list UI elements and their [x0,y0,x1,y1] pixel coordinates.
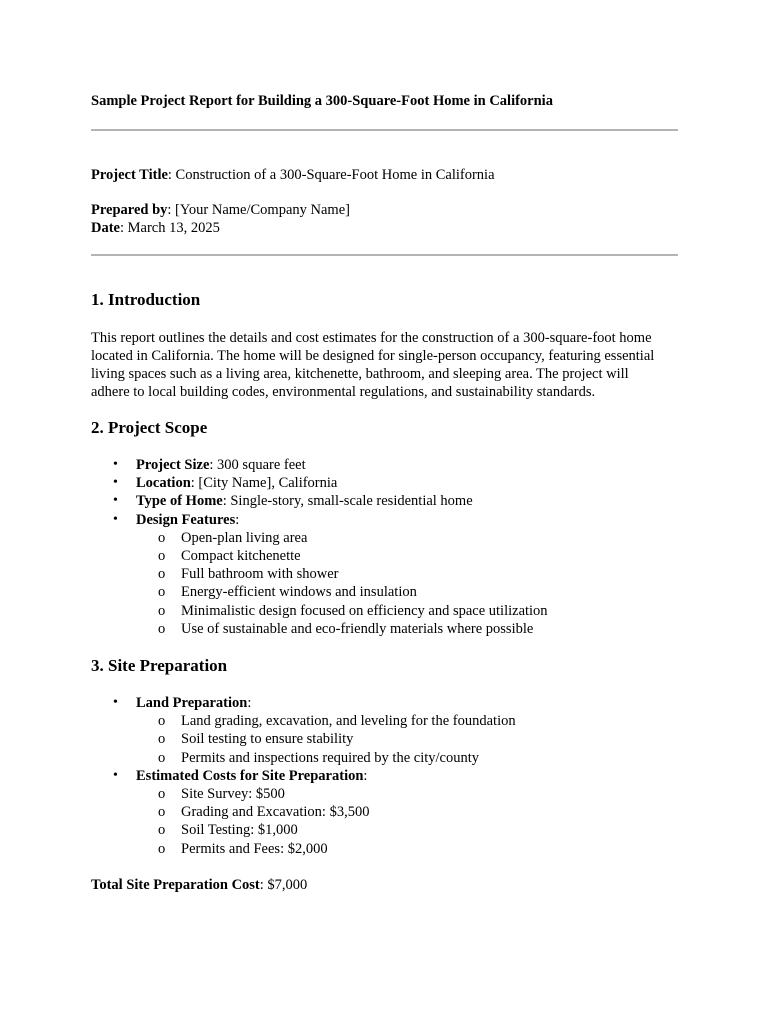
item-value: : [247,695,252,711]
circle-bullet-icon: o [158,749,166,766]
list-item [136,602,548,620]
item-text: Open-plan living area [181,529,308,546]
item-value: : [City Name], California [190,475,338,492]
list-item [136,803,516,821]
list-item [136,712,516,730]
project-title-value: : Construction of a 300-Square-Foot Home in California [167,167,495,183]
list-item [91,511,548,638]
item-text: Land grading, excavation, and leveling for the foundation [181,713,516,730]
horizontal-rule [91,129,678,131]
item-label: Location [136,475,191,492]
item-text: Grading and Excavation: $3,500 [181,804,370,821]
bullet-icon: • [113,695,118,710]
paragraph-line: This report outlines the details and cost estimates for the construction of a 300-square-foot home [91,330,652,346]
list-item [136,730,516,748]
circle-bullet-icon: o [158,584,166,601]
circle-bullet-icon: o [158,548,166,565]
item-value: : [363,767,368,784]
item-text: Permits and inspections required by the city/county [181,749,479,766]
circle-bullet-icon: o [158,840,166,857]
list-item [136,620,548,638]
list-item [136,547,548,565]
total-value: : $7,000 [259,877,308,893]
bullet-icon: • [113,457,118,472]
section-heading-introduction: 1. Introduction [91,290,201,309]
circle-bullet-icon: o [158,804,166,821]
list-item [91,456,548,474]
section-heading-project-scope: 2. Project Scope [91,418,208,437]
date-line [91,219,220,237]
circle-bullet-icon: o [158,786,166,803]
circle-bullet-icon: o [158,529,166,546]
item-text: Energy-efficient windows and insulation [181,584,417,601]
bullet-icon: • [113,493,118,509]
circle-bullet-icon: o [158,566,166,583]
prepared-by-value: : [Your Name/Company Name] [167,202,350,218]
item-text: Compact kitchenette [181,548,301,565]
item-text: Soil Testing: $1,000 [181,822,298,839]
list-item [136,840,516,858]
site-preparation-list [91,694,516,858]
item-label: Estimated Costs for Site Preparation [136,767,364,784]
prepared-by-label: Prepared by [91,202,168,218]
paragraph-line: living spaces such as a living area, kitchenette, bathroom, and sleeping area. The project will [91,366,629,382]
circle-bullet-icon: o [158,620,166,637]
item-label: Land Preparation [136,695,248,711]
land-preparation-list [136,712,516,767]
item-text: Site Survey: $500 [181,786,285,803]
project-title-label: Project Title [91,167,168,183]
item-value: : [235,511,240,528]
introduction-paragraph [91,329,691,401]
list-item [136,785,516,803]
design-features-list [136,529,548,638]
list-item [136,821,516,839]
document-title: Sample Project Report for Building a 300-Square-Foot Home in California [91,93,553,109]
list-item [91,767,516,858]
item-label: Type of Home [136,493,223,510]
item-text: Minimalistic design focused on efficiency and space utilization [181,602,548,619]
paragraph-line: located in California. The home will be designed for single-person occupancy, featuring essential [91,348,655,364]
item-label: Project Size [136,457,210,473]
item-value: : Single-story, small-scale residential home [222,493,473,510]
list-item [91,492,548,510]
circle-bullet-icon: o [158,731,166,748]
item-text: Full bathroom with shower [181,566,339,583]
circle-bullet-icon: o [158,822,166,839]
date-value: : March 13, 2025 [120,220,220,236]
bullet-icon: • [113,767,118,783]
cost-estimates-list [136,785,516,858]
item-value: : 300 square feet [209,457,306,473]
circle-bullet-icon: o [158,713,166,730]
item-text: Soil testing to ensure stability [181,731,354,748]
paragraph-line: adhere to local building codes, environmental regulations, and sustainability standards. [91,384,596,400]
list-item [91,694,516,767]
section-heading-site-preparation: 3. Site Preparation [91,656,228,675]
project-title-line [91,166,495,184]
horizontal-rule [91,254,678,256]
circle-bullet-icon: o [158,602,166,619]
project-scope-list [91,456,548,638]
list-item [136,749,516,767]
total-label: Total Site Preparation Cost [91,877,260,893]
list-item [136,565,548,583]
item-text: Use of sustainable and eco-friendly materials where possible [181,620,534,637]
list-item [136,529,548,547]
item-label: Design Features [136,511,236,528]
date-label: Date [91,220,120,236]
bullet-icon: • [113,475,118,491]
bullet-icon: • [113,511,118,527]
total-site-preparation-line [91,876,307,894]
prepared-by-line [91,201,350,219]
item-text: Permits and Fees: $2,000 [181,840,328,857]
list-item [91,474,548,492]
list-item [136,583,548,601]
